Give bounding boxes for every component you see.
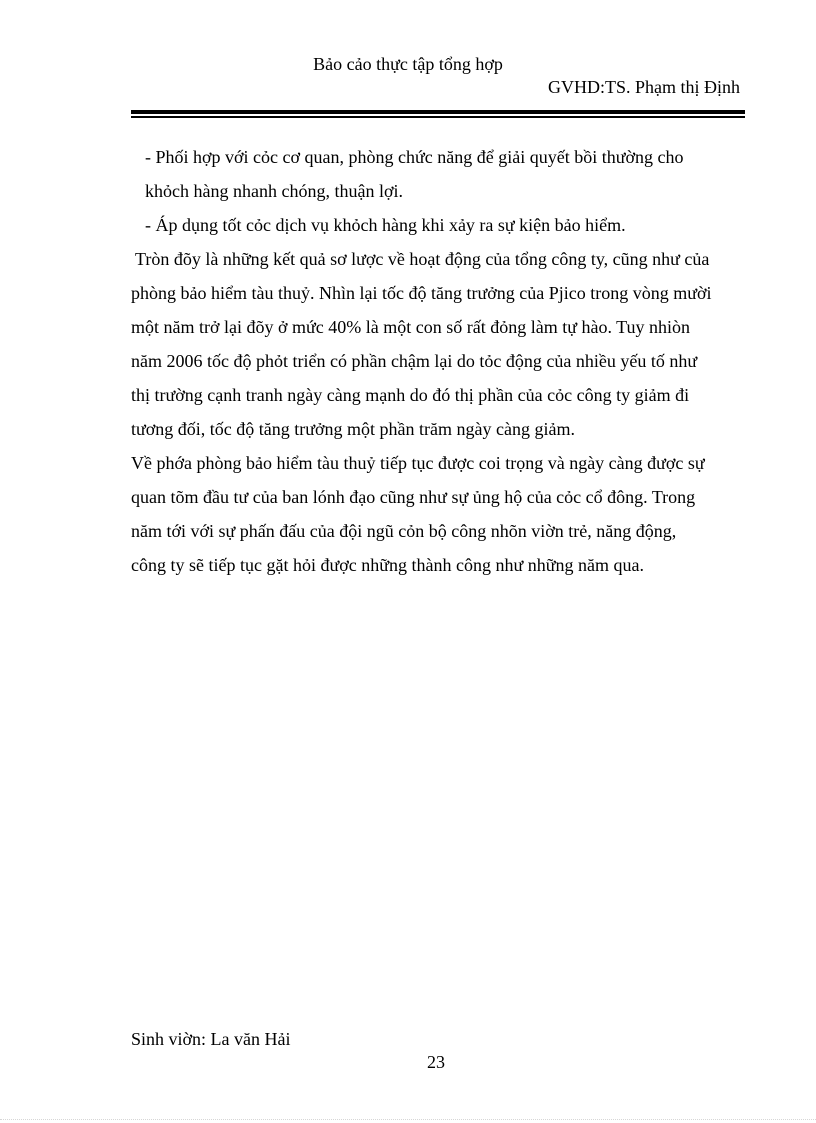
text-line: - Phối hợp với cỏc cơ quan, phòng chức năng để giải quyết bồi thường cho bbox=[145, 147, 684, 167]
text-line: năm 2006 tốc độ phỏt triển có phần chậm lại do tỏc động của nhiều yếu tố như bbox=[131, 351, 698, 371]
text-line: thị trường cạnh tranh ngày càng mạnh do đó thị phần của cỏc công ty giảm đi bbox=[131, 385, 690, 405]
instructor-label: GVHD:TS. Phạm thị Định bbox=[547, 77, 740, 97]
report-title: Bảo cảo thực tập tổng hợp bbox=[313, 54, 503, 74]
body-text bbox=[131, 140, 751, 582]
text-line: công ty sẽ tiếp tục gặt hỏi được những thành công như những năm qua. bbox=[131, 555, 644, 575]
header-divider-thin bbox=[131, 116, 745, 118]
text-line: quan tõm đầu tư của ban lónh đạo cũng như sự ủng hộ của cỏc cổ đông. Trong bbox=[131, 487, 696, 507]
text-line: Về phớa phòng bảo hiểm tàu thuỷ tiếp tục được coi trọng và ngày càng được sự bbox=[131, 453, 705, 473]
page-edge-divider bbox=[0, 1119, 816, 1120]
text-line: tương đối, tốc độ tăng trưởng một phần trăm ngày càng giảm. bbox=[131, 419, 575, 439]
text-line: khỏch hàng nhanh chóng, thuận lợi. bbox=[145, 181, 403, 201]
header-divider-thick bbox=[131, 110, 745, 114]
text-line: phòng bảo hiểm tàu thuỷ. Nhìn lại tốc độ tăng trưởng của Pjico trong vòng mười bbox=[131, 283, 712, 303]
page-number: 23 bbox=[427, 1052, 445, 1072]
text-line: Tròn đõy là những kết quả sơ lược về hoạt động của tổng công ty, cũng như của bbox=[135, 249, 710, 269]
student-name: Sinh viờn: La văn Hải bbox=[131, 1029, 291, 1049]
text-line: năm tới với sự phấn đấu của đội ngũ cỏn bộ công nhõn viờn trẻ, năng động, bbox=[131, 521, 677, 541]
text-line: - Áp dụng tốt cỏc dịch vụ khỏch hàng khi xảy ra sự kiện bảo hiểm. bbox=[145, 215, 626, 235]
text-line: một năm trở lại đõy ở mức 40% là một con số rất đỏng làm tự hào. Tuy nhiòn bbox=[131, 317, 691, 337]
